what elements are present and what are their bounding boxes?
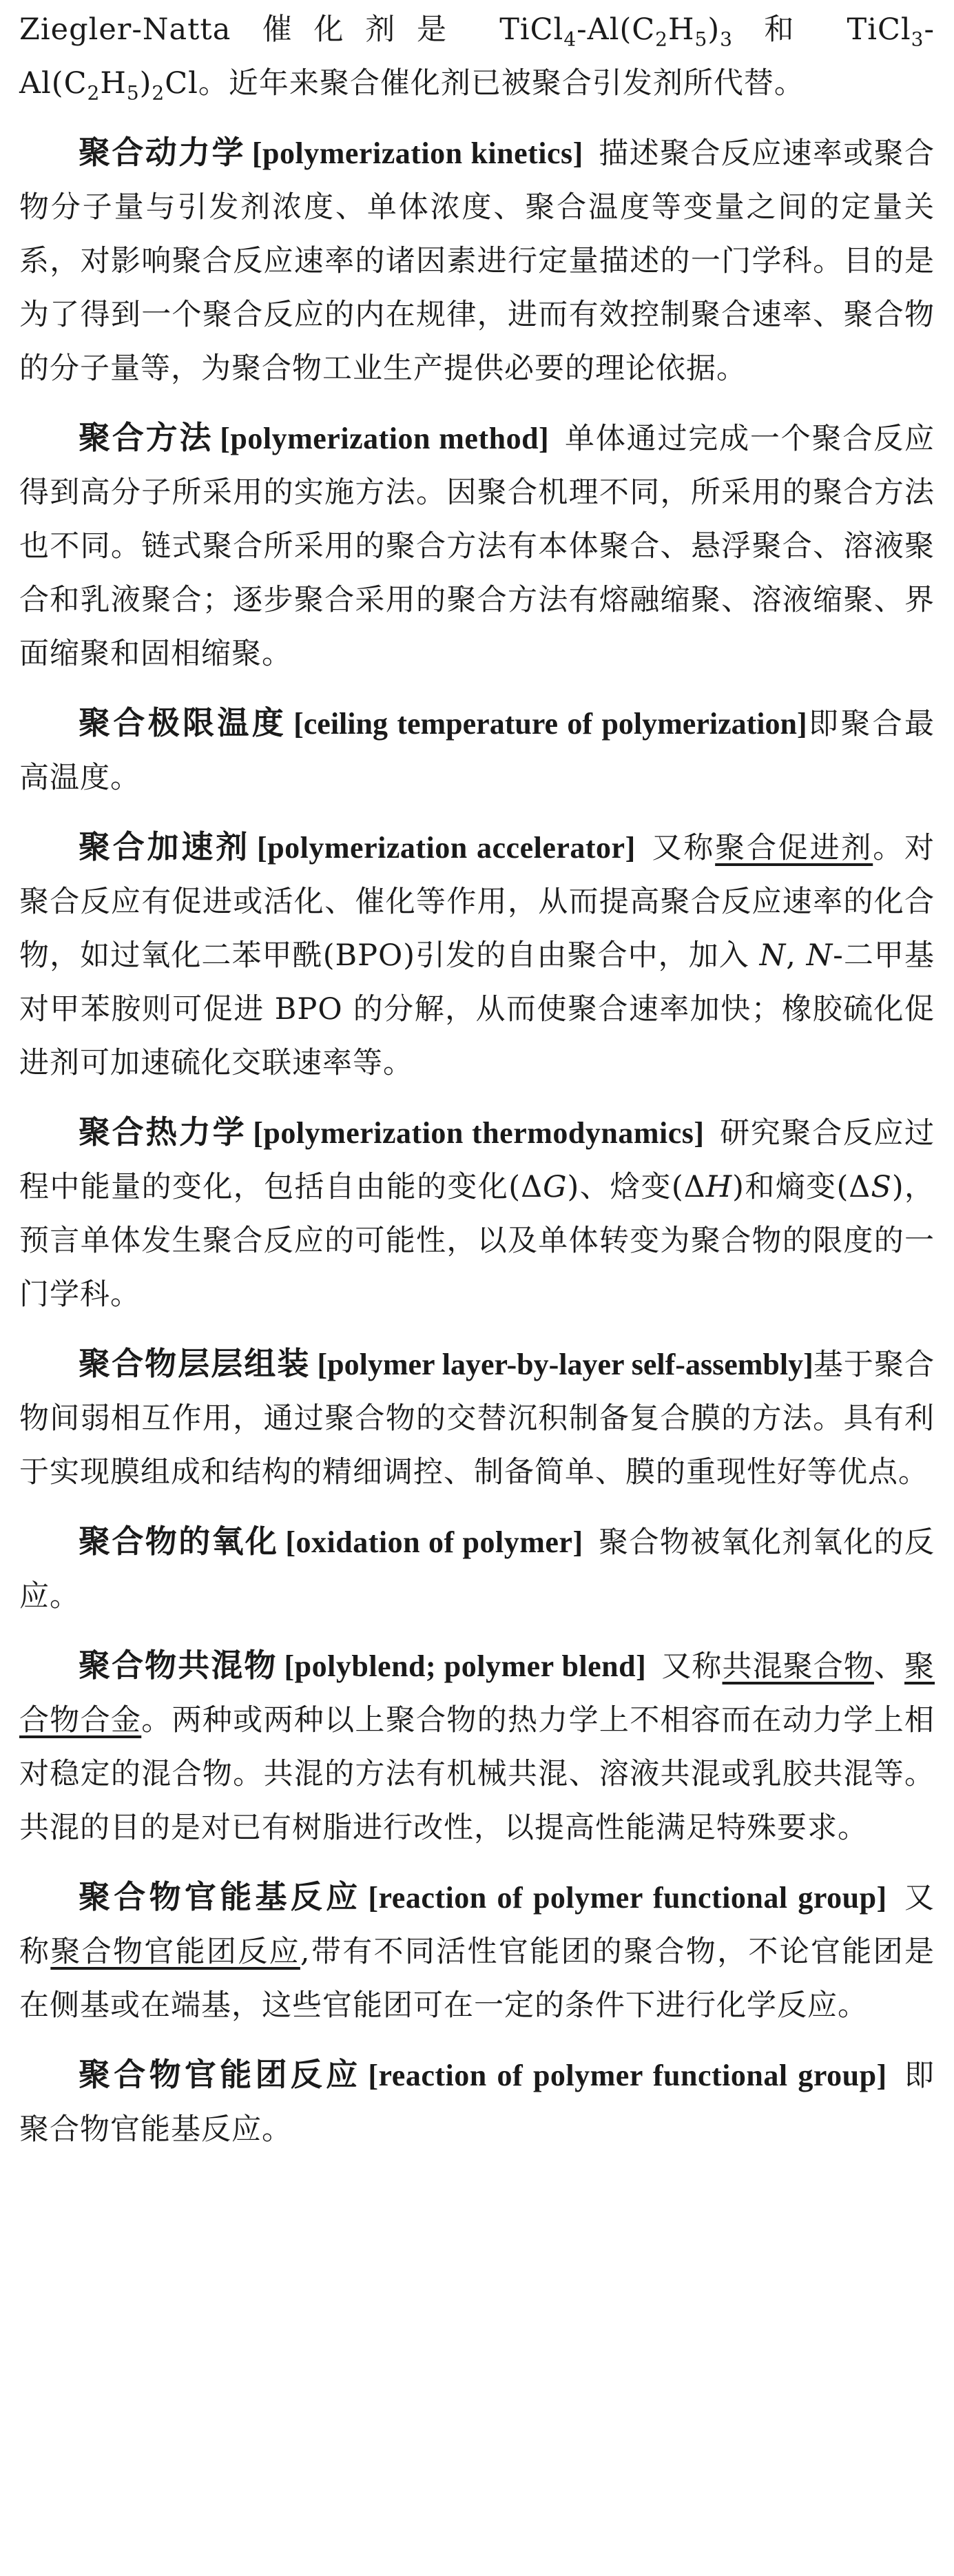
- entry-polymerization-kinetics: [19, 125, 935, 395]
- entry-definition: 研究聚合反应过程中能量的变化，包括自由能的变化(Δ: [19, 1116, 935, 1204]
- entry-english: [polymerization accelerator]: [257, 831, 636, 865]
- entry-term: 聚合物共混物: [79, 1647, 278, 1684]
- intro-text: ): [139, 66, 152, 101]
- entry-english: [ceiling temperature of polymerization]: [293, 707, 807, 741]
- entry-polymerization-thermodynamics: [19, 1105, 935, 1321]
- entry-polymerization-accelerator: [19, 820, 935, 1090]
- entry-layer-by-layer-assembly: [19, 1337, 935, 1499]
- subscript: 3: [911, 28, 924, 51]
- entry-definition: 即聚合物官能基反应。: [19, 2059, 935, 2147]
- cross-reference-link[interactable]: 聚合促进剂: [715, 831, 873, 865]
- entry-english: [polymerization kinetics]: [251, 136, 583, 170]
- entry-english: [reaction of polymer functional group]: [368, 2059, 887, 2092]
- intro-text: Ziegler-Natta 催化剂是 TiCl: [19, 12, 564, 47]
- entry-definition: )、焓变(Δ: [567, 1170, 706, 1204]
- italic-symbol: N: [759, 938, 787, 973]
- intro-text: 和 TiCl: [732, 12, 911, 47]
- entry-definition: -二甲基对甲苯胺则可促进 BPO 的分解，从而使聚合速率加快；橡胶硫化促进剂可加速硫化交联速率等。: [19, 938, 935, 1080]
- cross-reference-link[interactable]: 聚合物合金: [19, 1649, 935, 1738]
- entry-english: [polyblend; polymer blend]: [284, 1649, 647, 1683]
- intro-text: ): [707, 12, 720, 47]
- entry-english: [polymerization method]: [220, 422, 550, 455]
- entry-definition: 又称: [661, 1649, 723, 1684]
- entry-functional-group-reaction-2: [19, 2048, 935, 2156]
- entry-definition: )，预言单体发生聚合反应的可能性，以及单体转变为聚合物的限度的一门学科。: [19, 1170, 935, 1312]
- entry-definition: 。对聚合反应有促进或活化、催化等作用，从而提高聚合反应速率的化合物，如过氧化二苯甲酰(BPO)引发的自由聚合中，加入: [19, 831, 935, 973]
- entry-ceiling-temperature: [19, 696, 935, 805]
- entry-term: 聚合热力学: [79, 1113, 247, 1151]
- entry-definition: 。两种或两种以上聚合物的热力学上不相容而在动力学上相对稳定的混合物。共混的方法有机械共混、溶液共混或乳胶共混等。共混的目的是对已有树脂进行改性，以提高性能满足特殊要求。: [19, 1703, 935, 1845]
- subscript: 5: [694, 28, 708, 51]
- entry-definition: 、: [873, 1649, 905, 1684]
- italic-symbol: N: [806, 938, 833, 973]
- entry-functional-group-reaction-1: [19, 1870, 935, 2032]
- entry-definition: ,带有不同活性官能团的聚合物，不论官能团是在侧基或在端基，这些官能团可在一定的条件下进行化学反应。: [19, 1935, 935, 2023]
- subscript: 2: [655, 28, 668, 51]
- italic-symbol: S: [871, 1170, 892, 1204]
- entry-term: 聚合方法: [79, 419, 214, 456]
- italic-symbol: G: [543, 1170, 568, 1204]
- entry-definition: 单体通过完成一个聚合反应得到高分子所采用的实施方法。因聚合机理不同，所采用的聚合方法也不同。链式聚合所采用的聚合方法有本体聚合、悬浮聚合、溶液聚合和乳液聚合；逐步聚合采用的聚合方法有熔融缩聚、溶液缩聚、界面缩聚和固相缩聚。: [19, 422, 935, 671]
- entry-english: [polymer layer-by-layer self-assembly]: [317, 1348, 813, 1381]
- entry-term: 聚合极限温度: [79, 704, 287, 741]
- entry-definition: 描述聚合反应速率或聚合物分子量与引发剂浓度、单体浓度、聚合温度等变量之间的定量关系，对影响聚合反应速率的诸因素进行定量描述的一门学科。目的是为了得到一个聚合反应的内在规律，进而有效控制聚合速率、聚合物的分子量等，为聚合物工业生产提供必要的理论依据。: [19, 136, 935, 386]
- intro-text: H: [100, 66, 127, 101]
- entry-term: 聚合动力学: [79, 134, 245, 171]
- entry-definition: )和熵变(Δ: [732, 1170, 871, 1204]
- entry-definition: 聚合物被氧化剂氧化的反应。: [19, 1525, 935, 1614]
- intro-paragraph: [19, 3, 935, 110]
- entry-english: [polymerization thermodynamics]: [253, 1116, 705, 1150]
- cross-reference-link[interactable]: 聚合物官能团反应: [50, 1935, 300, 1969]
- entry-term: 聚合物层层组装: [79, 1345, 311, 1382]
- subscript: 3: [720, 28, 733, 51]
- intro-text: H: [667, 12, 695, 47]
- entry-polymerization-method: [19, 411, 935, 681]
- entry-oxidation-of-polymer: [19, 1514, 935, 1623]
- intro-text: - Al(C: [19, 12, 935, 101]
- entry-english: [reaction of polymer functional group]: [368, 1881, 887, 1915]
- entry-definition: ,: [786, 938, 807, 973]
- intro-text: -Al(C: [577, 12, 656, 47]
- entry-term: 聚合物的氧化: [79, 1523, 279, 1560]
- subscript: 2: [87, 81, 101, 105]
- subscript: 4: [563, 28, 577, 51]
- entry-polymer-blend: [19, 1638, 935, 1855]
- entry-definition: 基于聚合物间弱相互作用，通过聚合物的交替沉积制备复合膜的方法。具有利于实现膜组成和结构的精细调控、制备简单、膜的重现性好等优点。: [19, 1348, 935, 1490]
- entry-term: 聚合物官能团反应: [79, 2056, 362, 2093]
- entry-definition: 即聚合最高温度。: [19, 707, 935, 795]
- entry-term: 聚合加速剂: [79, 828, 251, 865]
- entry-definition: 又称: [19, 1881, 935, 1969]
- italic-symbol: H: [705, 1170, 733, 1204]
- entry-term: 聚合物官能基反应: [79, 1878, 362, 1915]
- cross-reference-link[interactable]: 共混聚合物: [722, 1649, 874, 1684]
- entry-definition: 又称: [650, 831, 716, 865]
- intro-text: Cl。近年来聚合催化剂已被聚合引发剂所代替。: [165, 66, 805, 101]
- entry-english: [oxidation of polymer]: [285, 1525, 583, 1559]
- subscript: 5: [126, 81, 140, 105]
- subscript: 2: [152, 81, 165, 105]
